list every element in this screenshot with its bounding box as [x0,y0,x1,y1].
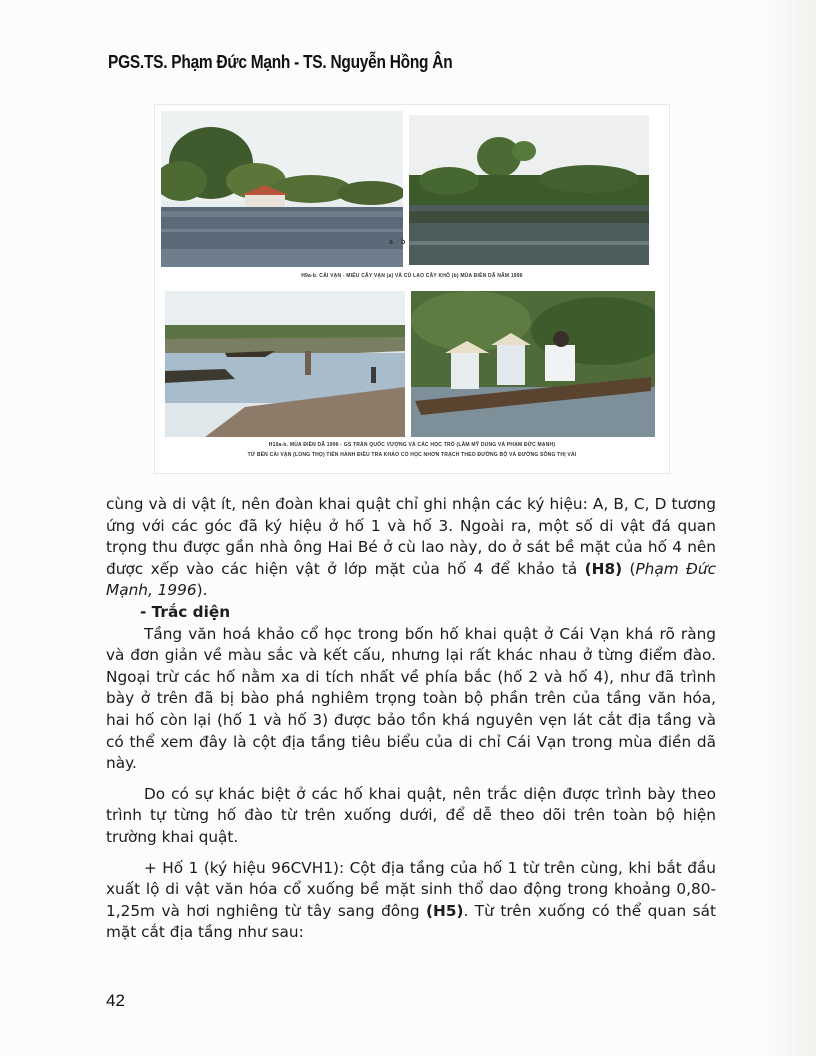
paren-open: ( [622,559,636,578]
paragraph-text: . Từ trên xuống có thể quan sát mặt cắt địa tầng như sau: [106,901,716,942]
figure-ref-h5: (H5) [426,901,464,920]
running-header: PGS.TS. Phạm Đức Mạnh - TS. Nguyễn Hồng Ân [108,52,453,72]
paren-close: ). [196,581,208,600]
photo-boats-riverbank [165,291,405,437]
citation: Phạm Đức Mạnh, 1996 [106,559,716,600]
photo-river-palms [409,115,649,265]
paragraph-stratigraphy: Tầng văn hoá khảo cổ học trong bốn hố khai quật ở Cái Vạn khá rõ ràng và đơn giản về màu sắc và kết cấu, nhưng lại rất khác nhau ở từng điểm đào. Ngoại trừ các hố nằm xa di tích nhất về phía bắc (hố 2 và hố 4), như đã trình bày ở trên đã bị bào phá nghiêm trọng toàn bộ phần trên của tầng văn hóa, hai hố còn lại (hố 1 và hố 3) được bảo tồn khá nguyên vẹn lát cắt địa tầng và có thể xem đây là cột địa tầng tiêu biểu của di chỉ Cái Vạn trong mùa điền dã này. [106,624,716,773]
paragraph-order: Do có sự khác biệt ở các hố khai quật, nên trắc diện được trình bày theo trình tự từng hố đào từ trên xuống dưới, để dễ theo dõi trên toàn bộ hiện trường khai quật. [106,784,716,846]
paragraph-text: cùng và di vật ít, nên đoàn khai quật chỉ ghi nhận các ký hiệu: A, B, C, D tương ứng với các góc đã ký hiệu ở hố 1 và hố 3. Ngoài ra, một số di vật đá quan trọng thu được gần nhà ông Hai Bé ở cù lao này, do ở sát bề mặt của hố 4 nên được xếp vào các hiện vật ở lớp mặt của hố 4 để khảo tả [106,495,716,578]
section-subheading: - Trắc diện [140,602,231,621]
photo-plate [154,104,670,474]
photo-tag-b: b [401,239,406,246]
photo-boat-trip [411,291,655,437]
page-number: 42 [106,991,125,1010]
paragraph-text: + Hố 1 (ký hiệu 96CVH1): Cột địa tầng của hố 1 từ trên cùng, khi bắt đầu xuất lộ di vật văn hóa cổ xuống bề mặt sinh thổ dao động trong khoảng 0,80-1,25m và hơi nghiêng từ tây sang đông [106,858,716,920]
paragraph-continuation [106,494,716,602]
figure-caption-top: H9a-b. CÁI VẠN - MIẾU CÂY VẠN (a) VÀ CÙ LAO CÂY KHÔ (b) MÙA ĐIỀN DÃ NĂM 1996 [301,273,523,279]
page-edge-shadow [764,0,816,1056]
paragraph-pit-1 [106,858,716,944]
photo-tag-a: a [389,239,393,246]
figure-ref-h8: (H8) [584,559,623,578]
figure-caption-bottom-line1: H10a-b. MÙA ĐIỀN DÃ 1996 - GS TRẦN QUỐC VƯỢNG VÀ CÁC HỌC TRÒ (LÂM MỸ DUNG VÀ PHẠM ĐỨC MẠNH) [268,442,556,448]
body-text [106,494,716,944]
photo-shrine-riverside [161,111,406,267]
figure-caption-bottom-line2: TỪ BẾN CÁI VẠN (LONG THỌ) TIẾN HÀNH ĐIỀU TRA KHẢO CỔ HỌC NHƠN TRẠCH THEO ĐƯỜNG BỘ VÀ ĐƯỜNG SÔNG THỊ VẢI [247,452,577,458]
